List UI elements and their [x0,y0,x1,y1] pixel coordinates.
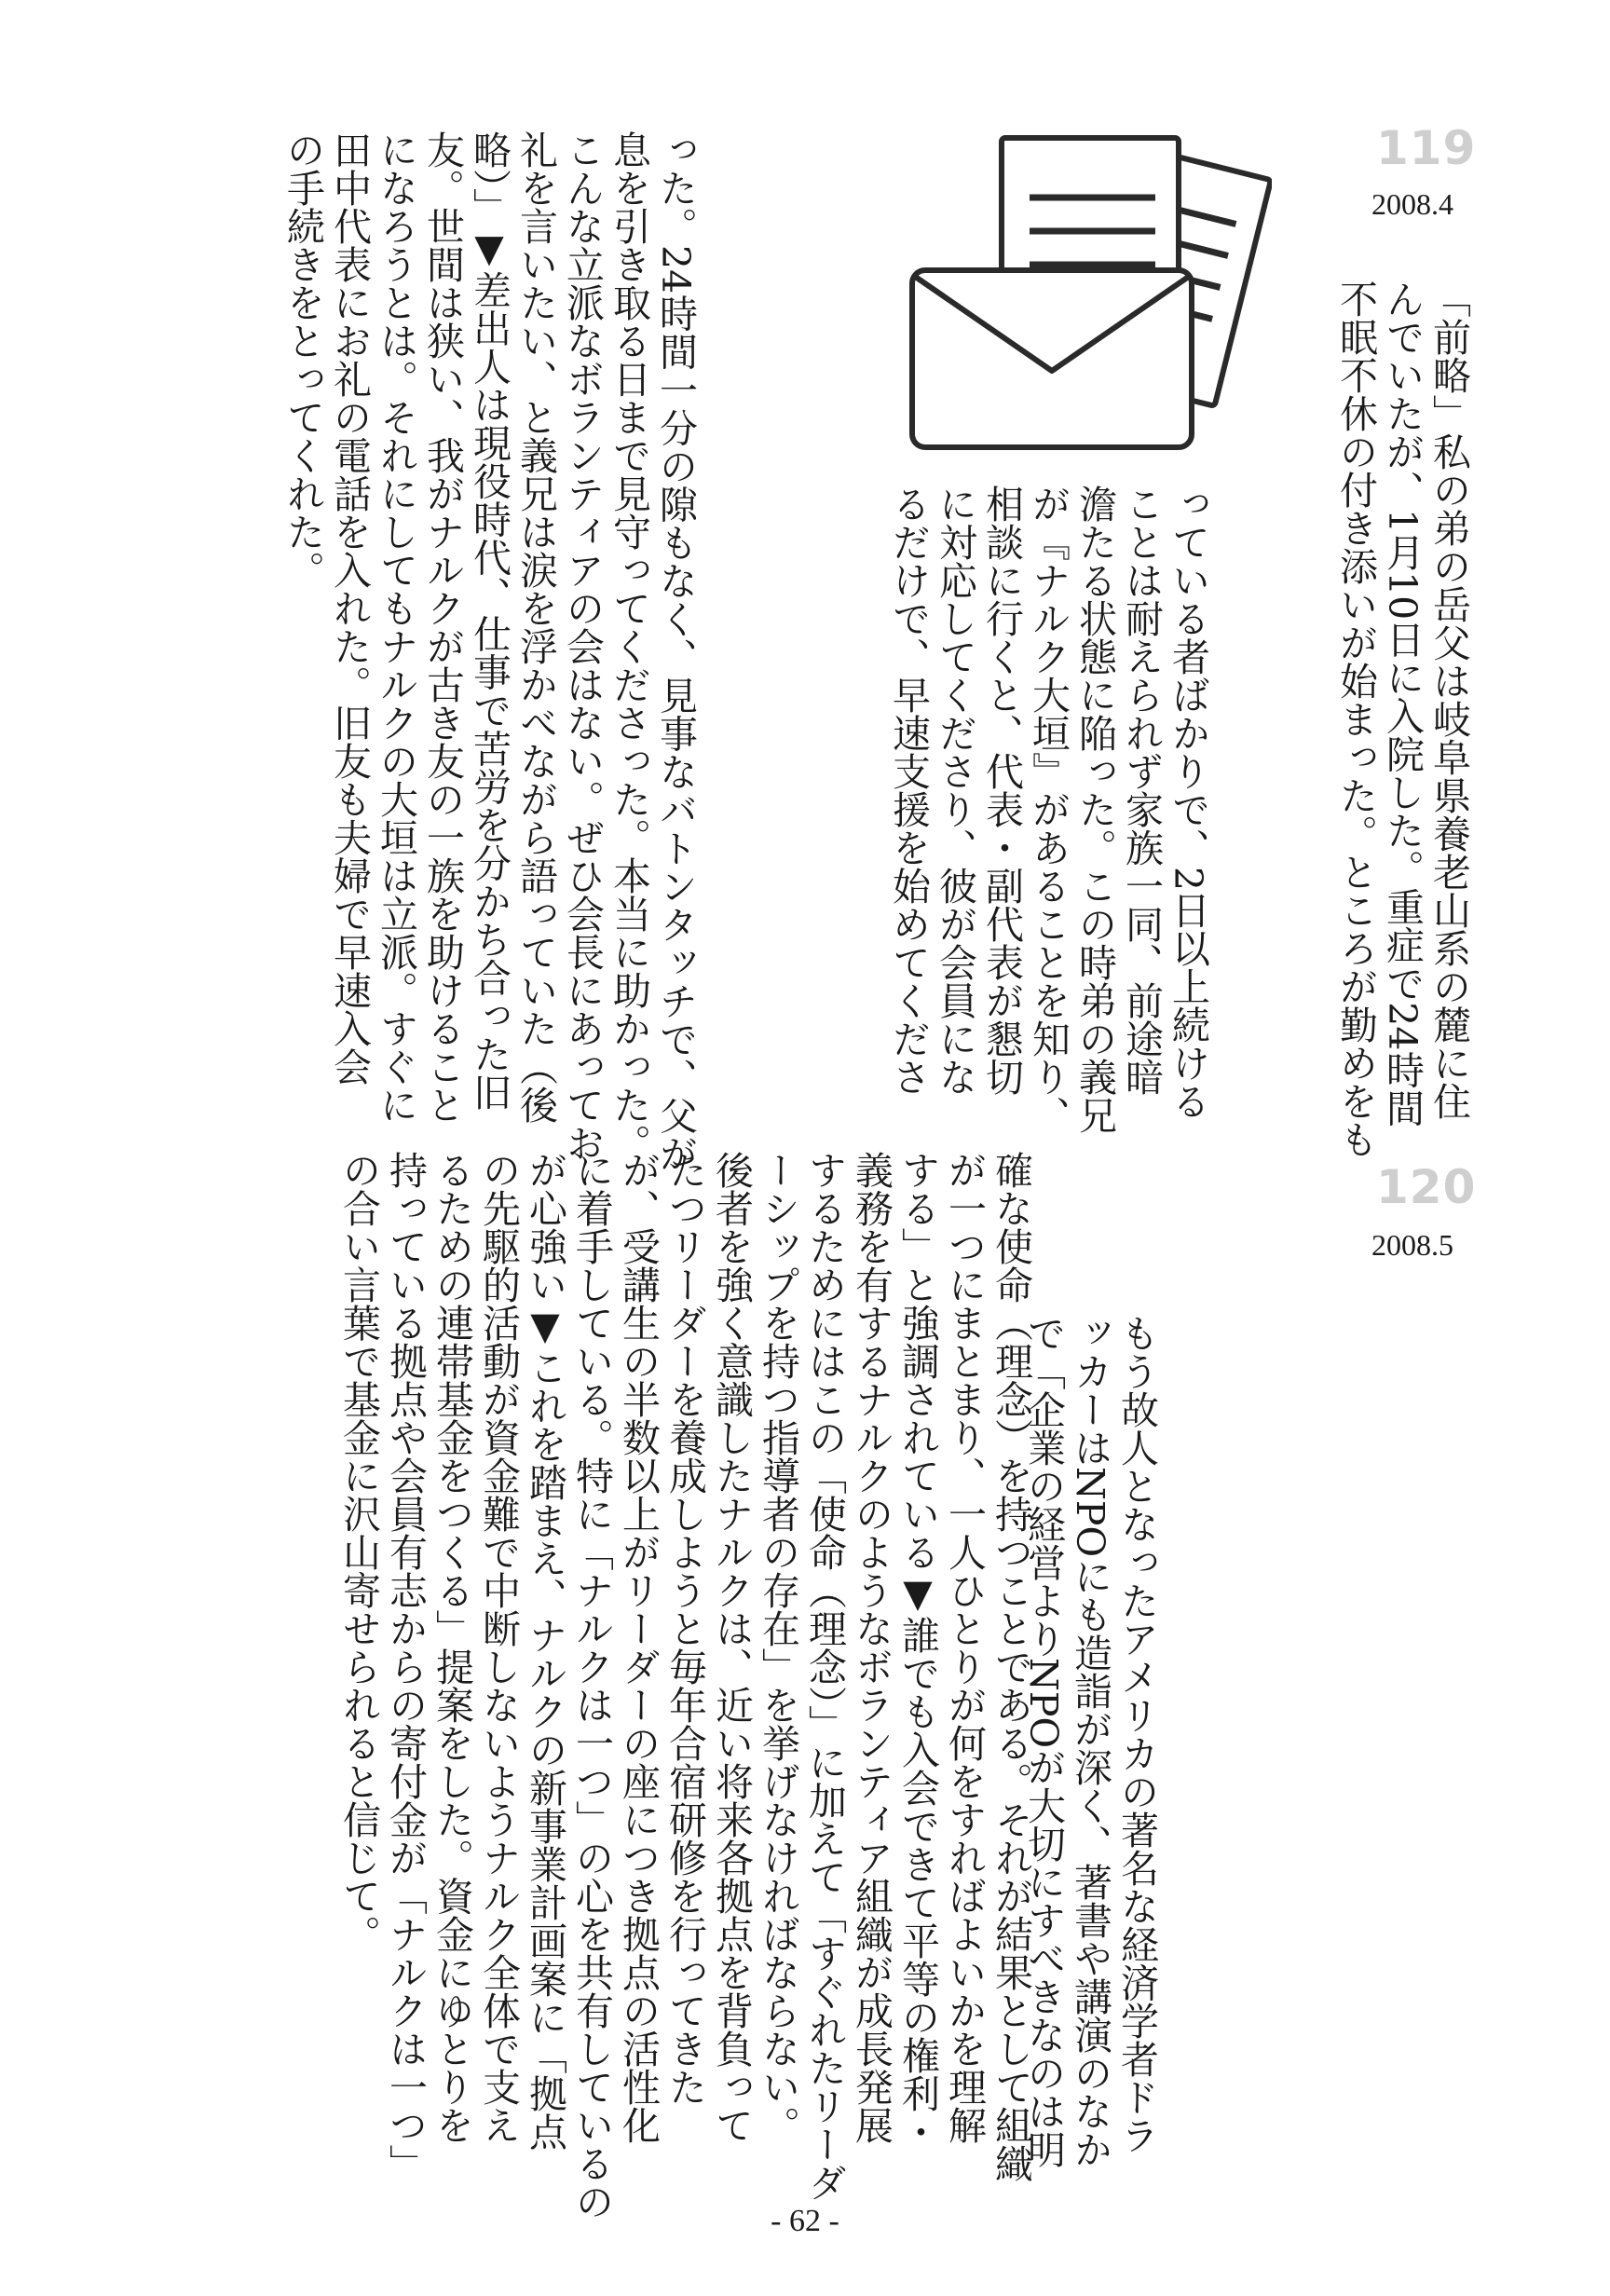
text-line: が一つにまとまり、一人ひとりが何をすればよいかを理解 [942,1151,987,2144]
text-line: たつリーダーを養成しようと毎年合宿研修を行ってきた [662,1151,707,2106]
article-date: 2008.4 [1371,187,1453,221]
text-line: 礼を言いたい、と義兄は涙を浮かべながら語っていた（後 [513,130,558,1124]
envelope-with-documents-icon [899,121,1272,457]
text-line: 略）」▼差出人は現役時代、仕事で苦労を分かち合った旧 [467,130,512,1112]
text-line: こんな立派なボランティアの会はない。ぜひ会長にあってお [560,130,605,1162]
text-line: るための連帯基金をつくる」提案をした。資金にゆとりを [430,1151,474,2144]
article-body-column [280,130,699,1172]
text-line: が、受講生の半数以上がリーダーの座につき拠点の活性化 [616,1151,661,2144]
text-line: 澹たる状態に陥った。この時弟の義兄 [1072,485,1117,1134]
text-line: ことは耐えられず家族一同、前途暗 [1119,485,1164,1096]
text-line: ッカーはNPOにも造詣が深く、著書や講演のなか [1068,1314,1112,2169]
article-body-column [1020,1314,1160,2168]
text-line: んでいたが、1月10日に入院した。重症で24時間 [1380,280,1425,1128]
text-line: するためにはこの「使命（理念）」に加えて「すぐれたリーダ [802,1151,847,2202]
article-number: 119 [1376,121,1477,175]
text-line: 後者を強く意識したナルクは、近い将来各拠点を背負って [709,1151,754,2144]
text-line: っている者ばかりで、2日以上続ける [1166,485,1210,1121]
article-body-column [885,485,1211,1134]
text-line: ーシップを持つ指導者の存在」を挙げなければならない。 [756,1151,800,2144]
page-number: - 62 - [771,2204,839,2238]
text-line: もう故人となったアメリカの著名な経済学者ドラ [1114,1314,1159,2154]
article-body-column [1332,280,1472,1158]
text-line: った。24時間一分の隙もなく、見事なバトンタッチで、父が [653,130,698,1173]
text-line: の手続きをとってくれた。 [280,130,325,589]
text-line: する」と強調されている▼誰でも入会できて平等の権利・ [895,1151,940,2151]
text-line: 息を引き取る日まで見守ってくださった。本当に助かった。 [607,130,651,1162]
text-line: 「前略」私の弟の岳父は岐阜県養老山系の麓に住 [1426,280,1471,1120]
text-line: 確な使命（理念）を持つことである。それが結果として組織 [989,1151,1033,2182]
text-line: で「企業の経営よりNPOが大切にすべきなのは明 [1021,1314,1066,2169]
text-line: が心強い▼これを踏まえ、ナルクの新事業計画案に「拠点 [523,1151,567,2151]
text-line: になろうとは。それにしてもナルクの大垣は立派。すぐに [374,130,418,1124]
text-line: に対応してくださり、彼が会員にな [933,485,977,1096]
text-line: 田中代表にお礼の電話を入れた。旧友も夫婦で早速入会 [327,130,372,1086]
text-line: 不眠不休の付き添いが始まった。ところが勤めをも [1333,280,1378,1158]
text-line: 義務を有するナルクのようなボランティア組織が成長発展 [849,1151,894,2144]
article-body-column [335,1151,1034,2221]
text-line: が『ナルク大垣』があることを知り、 [1026,485,1071,1134]
text-line: 友。世間は狭い、我がナルクが古き友の一族を助けること [420,130,465,1124]
text-line: 持っている拠点や会員有志からの寄付金が「ナルクは一つ」 [383,1151,428,2182]
text-line: に着手している。特に「ナルクは一つ」の心を共有しているの [569,1151,614,2221]
text-line: の先駆的活動が資金難で中断しないようナルク全体で支え [476,1151,521,2144]
text-line: るだけで、早速支援を始めてくださ [886,485,931,1096]
text-line: の合い言葉で基金に沢山寄せられると信じて。 [336,1151,381,1953]
article-number: 120 [1376,1160,1477,1214]
article-date: 2008.5 [1371,1228,1453,1262]
text-line: 相談に行くと、代表・副代表が懇切 [979,485,1024,1096]
